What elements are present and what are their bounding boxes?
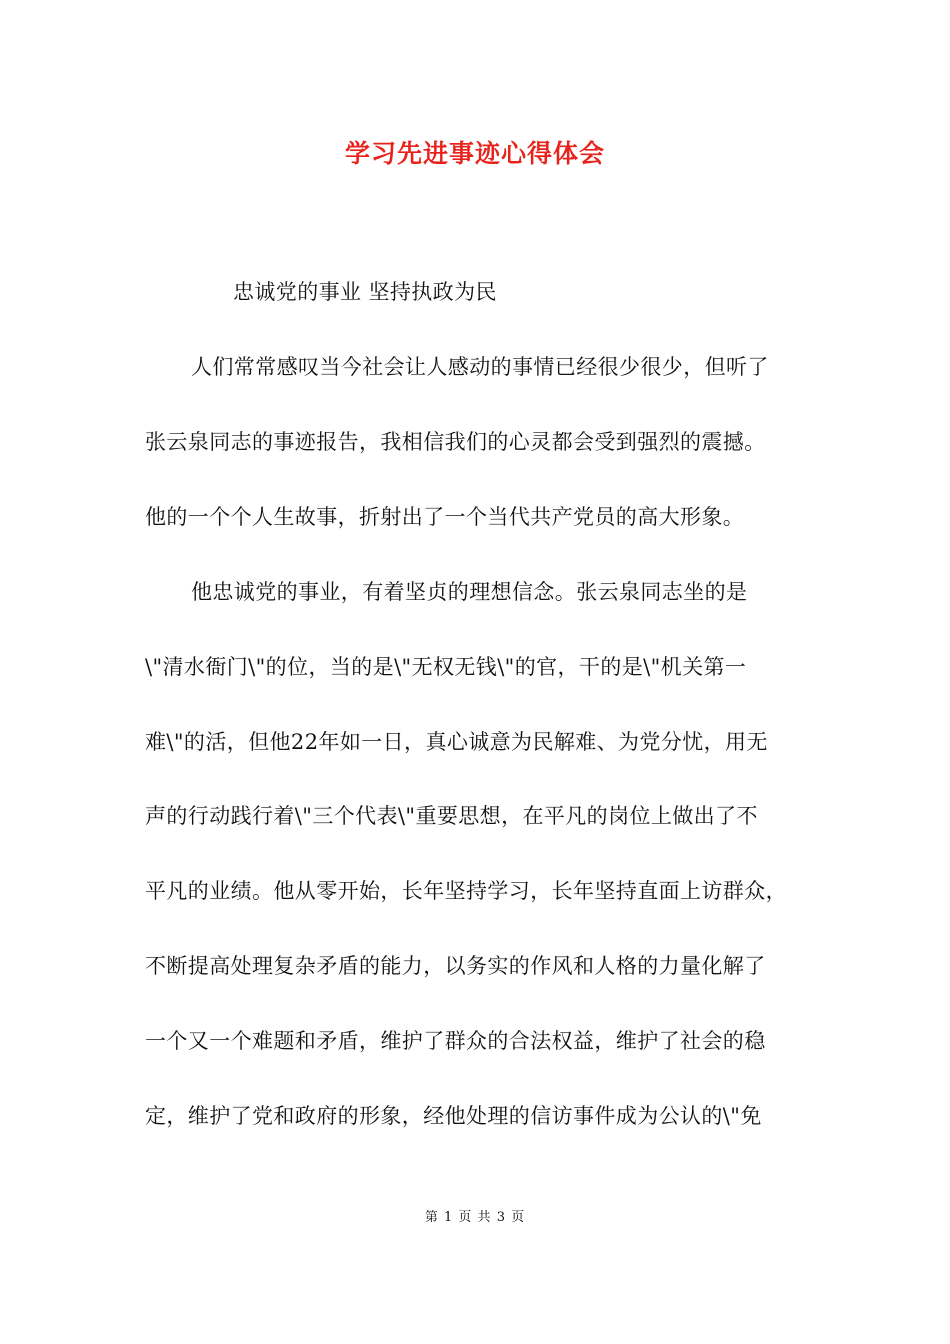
- paragraph-line: 定，维护了党和政府的形象，经他处理的信访事件成为公认的\"免: [145, 1104, 762, 1128]
- paragraph-line: 他忠诚党的事业，有着坚贞的理想信念。张云泉同志坐的是: [191, 580, 748, 604]
- document-title: 学习先进事迹心得体会: [344, 139, 605, 168]
- paragraph-line: 声的行动践行着\"三个代表\"重要思想，在平凡的岗位上做出了不: [145, 804, 758, 828]
- paragraph-line: 平凡的业绩。他从零开始，长年坚持学习，长年坚持直面上访群众，: [145, 879, 787, 903]
- paragraph-line: \"清水衙门\"的位，当的是\"无权无钱\"的官，干的是\"机关第一: [145, 655, 747, 679]
- paragraph-line: 一个又一个难题和矛盾，维护了群众的合法权益，维护了社会的稳: [145, 1029, 766, 1053]
- paragraph-line: 他的一个个人生故事，折射出了一个当代共产党员的高大形象。: [145, 505, 745, 529]
- paragraph-line: 难\"的活，但他22年如一日，真心诚意为民解难、为党分忧，用无: [145, 730, 768, 754]
- paragraph-line: 不断提高处理复杂矛盾的能力，以务实的作风和人格的力量化解了: [145, 954, 766, 978]
- page-number-footer: 第 1 页 共 3 页: [424, 1210, 526, 1225]
- paragraph-line: 张云泉同志的事迹报告，我相信我们的心灵都会受到强烈的震撼。: [145, 430, 766, 454]
- paragraph-line: 人们常常感叹当今社会让人感动的事情已经很少很少，但听了: [191, 355, 769, 379]
- section-heading: 忠诚党的事业 坚持执政为民: [233, 280, 497, 304]
